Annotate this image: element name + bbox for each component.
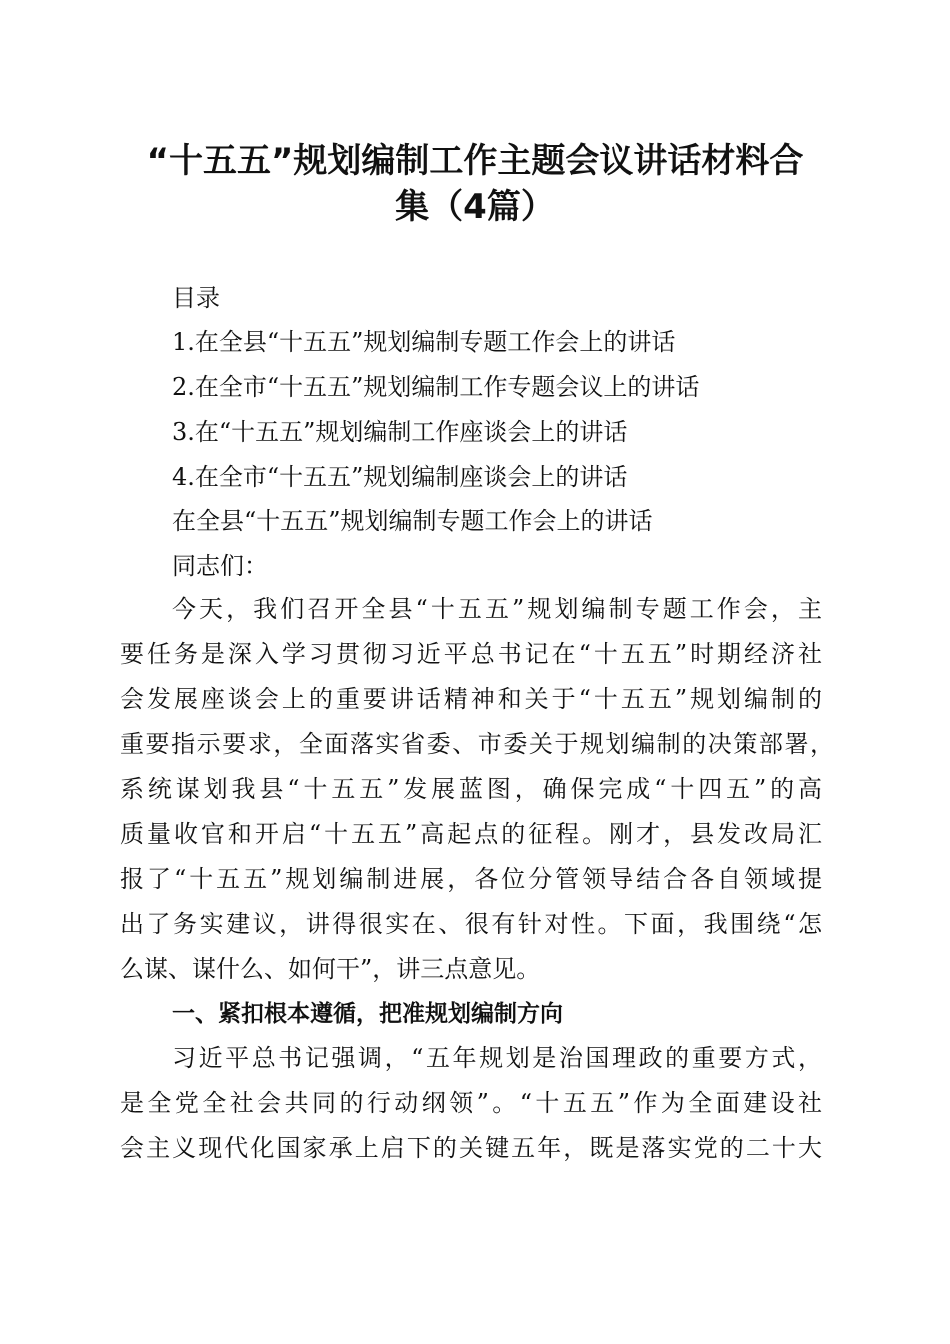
paragraph-line: 会发展座谈会上的重要讲话精神和关于“十五五”规划编制的: [120, 685, 822, 713]
paragraph-line: 么谋、谋什么、如何干”，讲三点意见。: [120, 955, 541, 983]
document-title: “十五五”规划编制工作主题会议讲话材料合: [146, 141, 804, 181]
toc-item: 4.在全市“十五五”规划编制座谈会上的讲话: [172, 463, 628, 491]
paragraph-line: 报了“十五五”规划编制进展，各位分管领导结合各自领域提: [120, 865, 822, 893]
paragraph-line: 要任务是深入学习贯彻习近平总书记在“十五五”时期经济社: [120, 640, 822, 668]
paragraph-line: 习近平总书记强调，“五年规划是治国理政的重要方式，: [172, 1044, 822, 1072]
paragraph-line: 重要指示要求，全面落实省委、市委关于规划编制的决策部署，: [120, 730, 834, 758]
toc-item: 1.在全县“十五五”规划编制专题工作会上的讲话: [172, 328, 676, 356]
toc-item: 2.在全市“十五五”规划编制工作专题会议上的讲话: [172, 373, 700, 401]
speech-title: 在全县“十五五”规划编制专题工作会上的讲话: [172, 507, 653, 535]
section-heading: 一、紧扣根本遵循，把准规划编制方向: [172, 1001, 563, 1027]
paragraph-line: 会主义现代化国家承上启下的关键五年，既是落实党的二十大: [120, 1134, 822, 1162]
paragraph-line: 系统谋划我县“十五五”发展蓝图，确保完成“十四五”的高: [120, 775, 822, 803]
toc-item: 3.在“十五五”规划编制工作座谈会上的讲话: [172, 418, 628, 446]
salutation: 同志们：: [172, 552, 268, 580]
paragraph-line: 出了务实建议，讲得很实在、很有针对性。下面，我围绕“怎: [120, 910, 822, 938]
document-title-continued: 集（4篇）: [395, 187, 555, 227]
toc-heading: 目录: [172, 284, 220, 312]
paragraph-line: 今天，我们召开全县“十五五”规划编制专题工作会，主: [172, 595, 822, 623]
paragraph-line: 质量收官和开启“十五五”高起点的征程。刚才，县发改局汇: [120, 820, 822, 848]
paragraph-line: 是全党全社会共同的行动纲领”。“十五五”作为全面建设社: [120, 1089, 822, 1117]
